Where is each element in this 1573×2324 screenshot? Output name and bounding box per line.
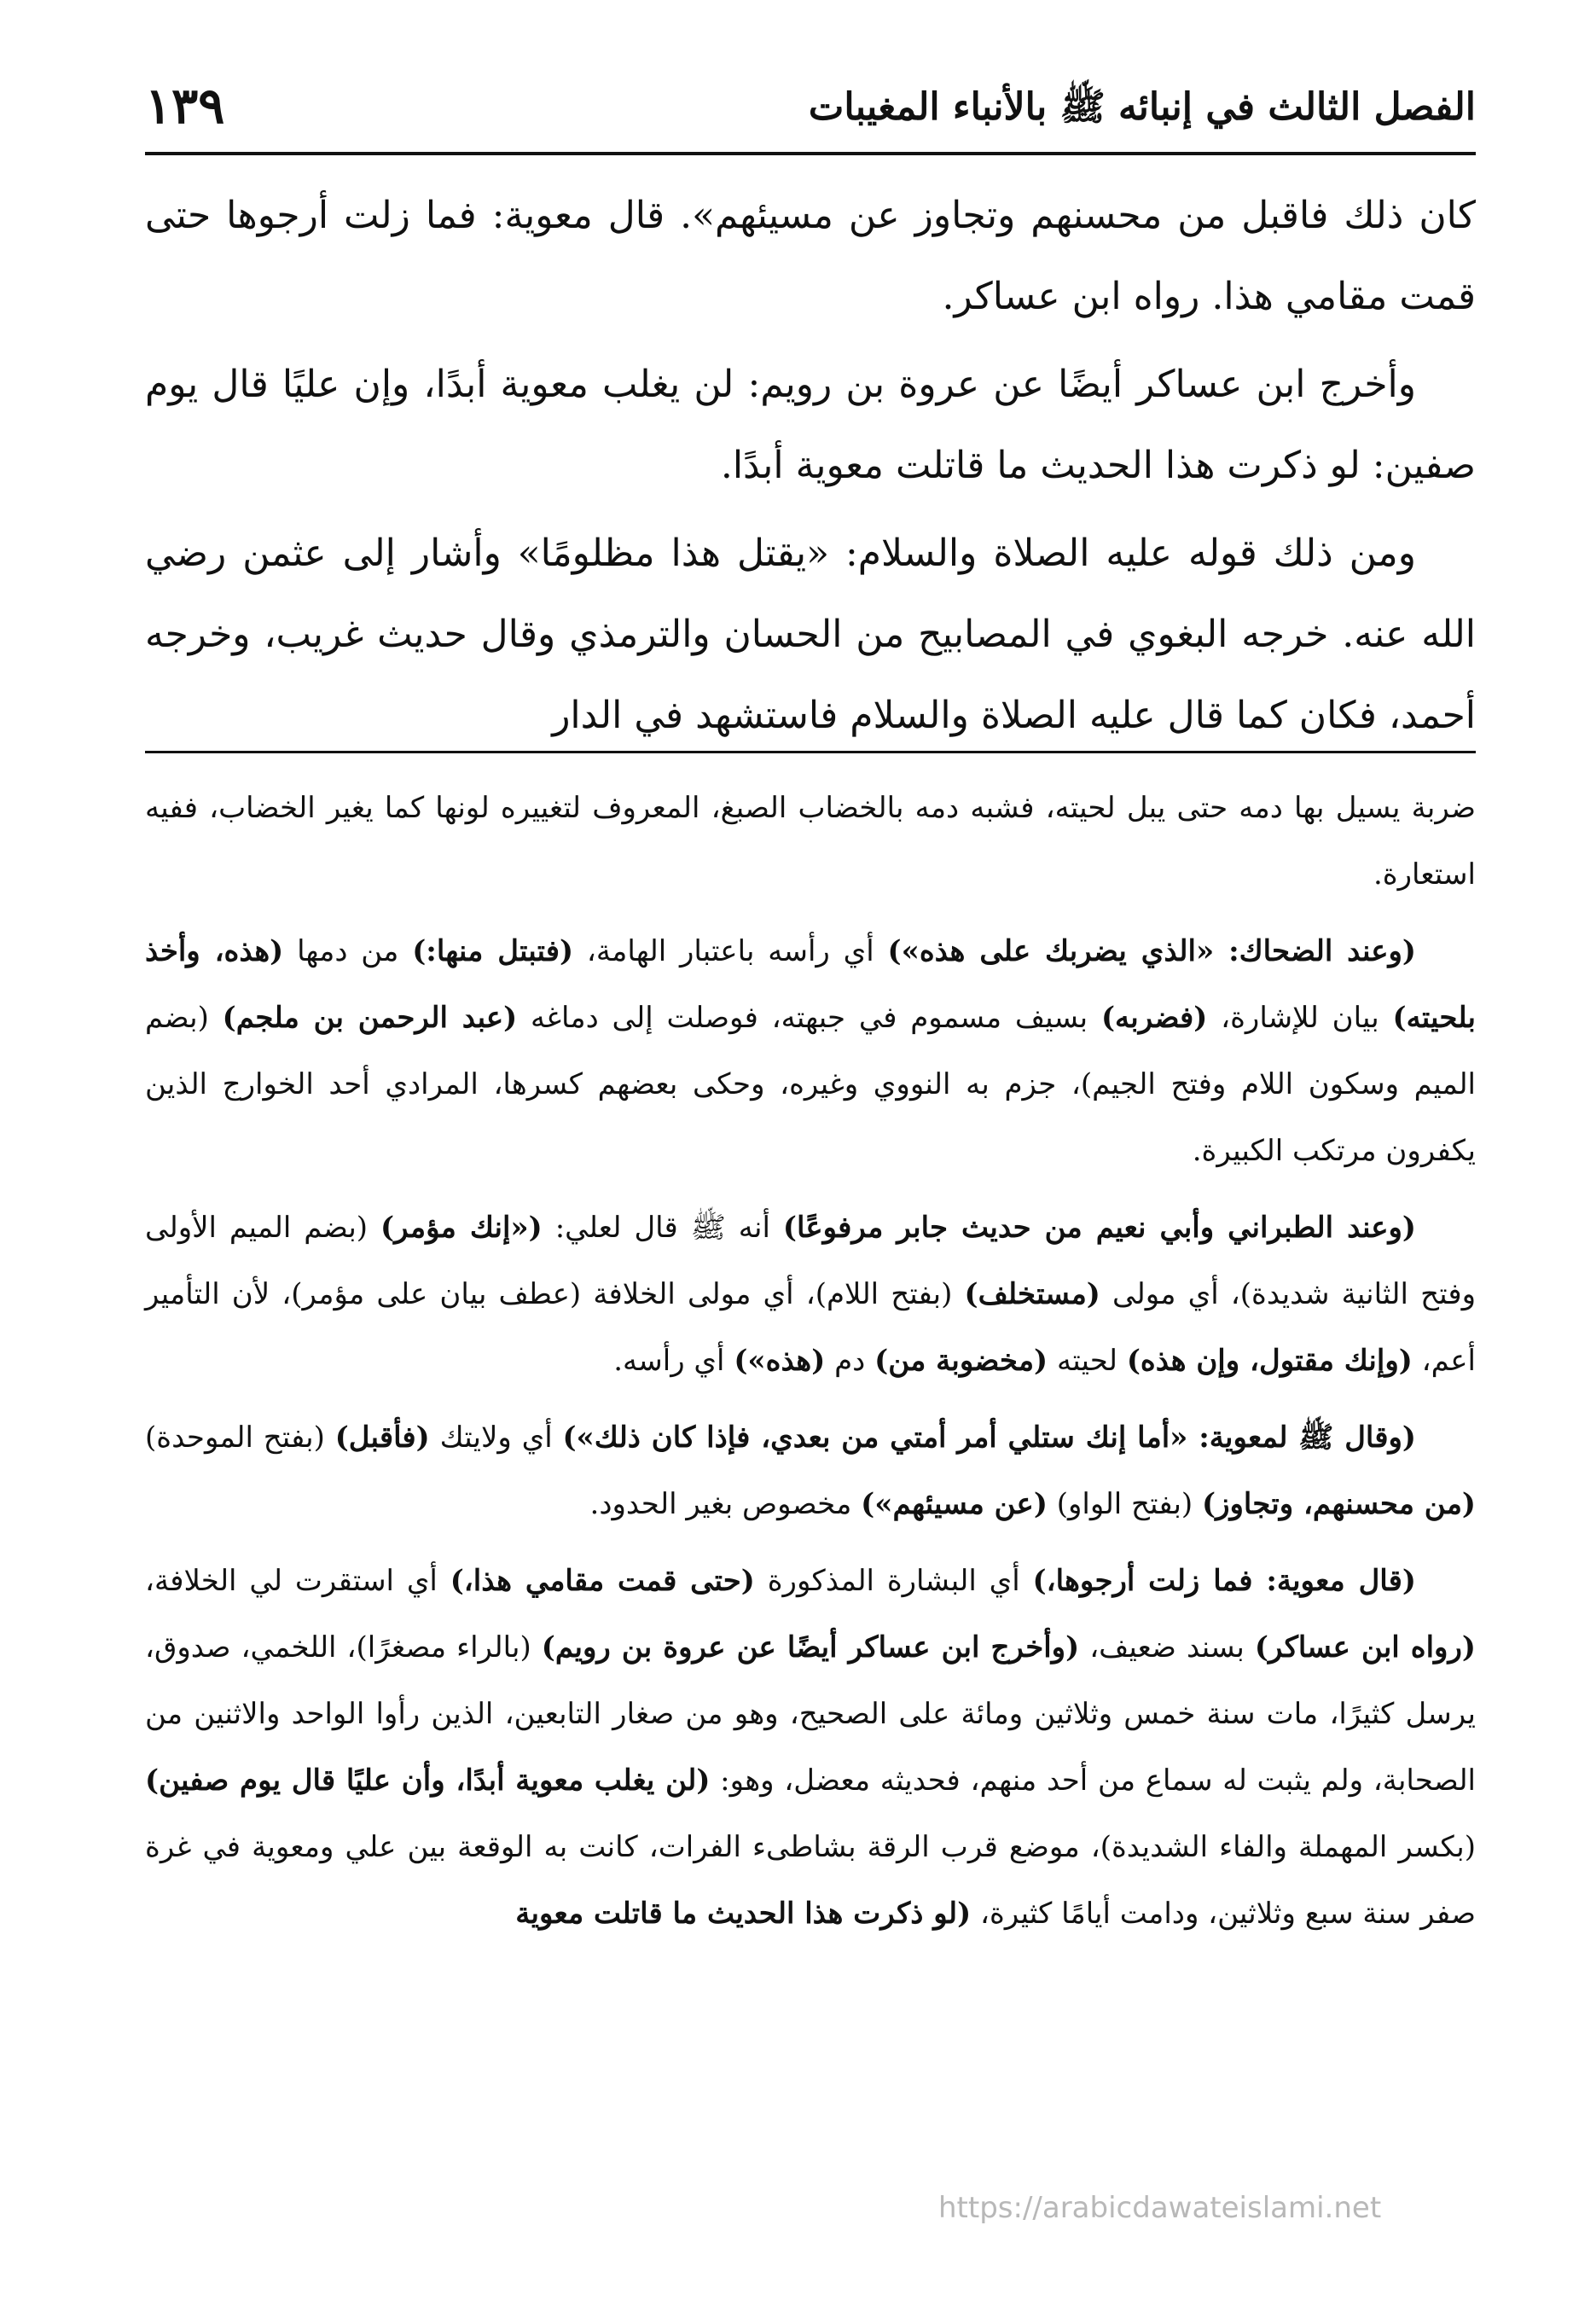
main-paragraph: وأخرج ابن عساكر أيضًا عن عروة بن رويم: لن يغلب معوية أبدًا، وإن عليًا قال يوم صفين: لو ذكرت هذا الحديث ما قاتلت معوية أبدًا. <box>145 363 1476 487</box>
gloss-text: (بكسر المهملة والفاء الشديدة)، موضع قرب الرقة بشاطىء الفرات، كانت به الوقعة بين علي ومعوية في غرة صفر سنة سبع وثلاثين، ودامت أيامًا كثيرة، <box>145 1830 1476 1931</box>
quoted-text: (حتى قمت مقامي هذا،) <box>450 1564 755 1598</box>
running-header <box>145 77 1476 145</box>
main-text <box>145 175 1476 763</box>
page-number: ١٣٩ <box>145 77 225 135</box>
main-paragraph: ومن ذلك قوله عليه الصلاة والسلام: «يقتل هذا مظلومًا» وأشار إلى عثمن رضي الله عنه. خرجه البغوي في المصابيح من الحسان والترمذي وقال حديث غريب، وخرجه أحمد، فكان كما قال عليه الصلاة والسلام فاستشهد في الدار <box>145 532 1476 737</box>
watermark-url: https://arabicdawateislami.net <box>938 2191 1382 2225</box>
main-paragraph: كان ذلك فاقبل من محسنهم وتجاوز عن مسيئهم». قال معوية: فما زلت أرجوها حتى قمت مقامي هذا. رواه ابن عساكر. <box>145 194 1476 318</box>
quoted-text: (عن مسيئهم») <box>861 1487 1048 1521</box>
gloss-text: بسيف مسموم في جبهته، فوصلت إلى دماغه <box>517 1001 1101 1035</box>
quoted-text: (وعند الطبراني وأبي نعيم من حديث جابر مرفوعًا) <box>782 1211 1416 1245</box>
gloss-text: (بفتح اللام)، أي مولى الخلافة (عطف بيان على مؤمر)، لأن التأمير أعم، <box>145 1277 1476 1378</box>
commentary-paragraph <box>145 1404 1476 1537</box>
commentary-divider <box>145 751 1476 753</box>
commentary-paragraph: ضربة يسيل بها دمه حتى يبل لحيته، فشبه دمه بالخضاب الصبغ، المعروف لتغييره لونها كما يغير الخضاب، ففيه استعارة. <box>145 791 1476 892</box>
gloss-text: (بضم الميم وسكون اللام وفتح الجيم)، جزم به النووي وغيره، وحكى بعضهم كسرها، المرادي أحد الخوارج الذين يكفرون مرتكب الكبيرة. <box>145 1001 1476 1168</box>
gloss-text: دم <box>825 1344 875 1378</box>
gloss-text: من دمها <box>283 934 413 968</box>
gloss-text: أي رأسه. <box>613 1344 734 1378</box>
gloss-text: أي البشارة المذكورة <box>754 1564 1033 1598</box>
quoted-text: (عبد الرحمن بن ملجم) <box>222 1001 518 1035</box>
commentary-paragraph <box>145 918 1476 1184</box>
quoted-text: (مستخلف) <box>964 1277 1100 1311</box>
gloss-text: (بفتح الواو) <box>1047 1487 1202 1521</box>
commentary <box>145 775 1476 1957</box>
gloss-text: (بضم الميم الأولى وفتح الثانية شديدة)، أي مولى <box>145 1211 1476 1311</box>
gloss-text: بيان للإشارة، <box>1207 1001 1393 1035</box>
quoted-text: (وأخرج ابن عساكر أيضًا عن عروة بن رويم) <box>541 1630 1080 1665</box>
quoted-text: (فأقبل) <box>334 1421 430 1455</box>
gloss-text: أنه ﷺ قال لعلي: <box>542 1211 783 1245</box>
quoted-text: (لن يغلب معوية أبدًا، وأن عليًا قال يوم صفين) <box>145 1763 711 1798</box>
quoted-text: (وإنك مقتول، وإن هذه) <box>1126 1344 1413 1378</box>
gloss-text: أي رأسه باعتبار الهامة، <box>573 934 888 968</box>
quoted-text: («إنك مؤمر) <box>380 1211 543 1245</box>
quoted-text: (من محسنهم، وتجاوز) <box>1202 1487 1476 1521</box>
gloss-text: أي ولايتك <box>429 1421 563 1455</box>
quoted-text: (فضربه) <box>1100 1001 1208 1035</box>
quoted-text: (مخضوبة من) <box>874 1344 1048 1378</box>
quoted-text: (رواه ابن عساكر) <box>1254 1630 1476 1665</box>
quoted-text: (لو ذكرت هذا الحديث ما قاتلت معوية <box>515 1897 972 1931</box>
chapter-title: الفصل الثالث في إنبائه ﷺ بالأنباء المغيبات <box>808 85 1476 129</box>
commentary-paragraph <box>145 1194 1476 1394</box>
quoted-text: (وقال ﷺ لمعوية: «أما إنك ستلي أمر أمتي من بعدي، فإذا كان ذلك») <box>562 1421 1417 1455</box>
gloss-text: (بفتح الموحدة) <box>145 1421 335 1455</box>
quoted-text: (وعند الضحاك: «الذي يضربك على هذه») <box>887 934 1417 968</box>
gloss-text: مخصوص بغير الحدود. <box>589 1487 862 1521</box>
gloss-text: أي استقرت لي الخلافة، <box>145 1564 450 1598</box>
quoted-text: (هذه، وأخذ بلحيته) <box>145 934 1476 1035</box>
gloss-text: (بالراء مصغرًا)، اللخمي، صدوق، يرسل كثيرًا، مات سنة خمس وثلاثين ومائة على الصحيح، وهو من صغار التابعين، الذين رأوا الواحد والاثنين من الصحابة، ولم يثبت له سماع من أحد منهم، فحديثه معضل، وهو: <box>145 1630 1477 1798</box>
gloss-text: بسند ضعيف، <box>1079 1630 1255 1665</box>
quoted-text: (قال معوية: فما زلت أرجوها،) <box>1032 1564 1416 1598</box>
quoted-text: (هذه») <box>734 1344 826 1378</box>
header-divider <box>145 152 1476 155</box>
quoted-text: (فتبتل منها:) <box>412 934 574 968</box>
gloss-text: لحيته <box>1048 1344 1127 1378</box>
commentary-paragraph <box>145 1548 1476 1947</box>
